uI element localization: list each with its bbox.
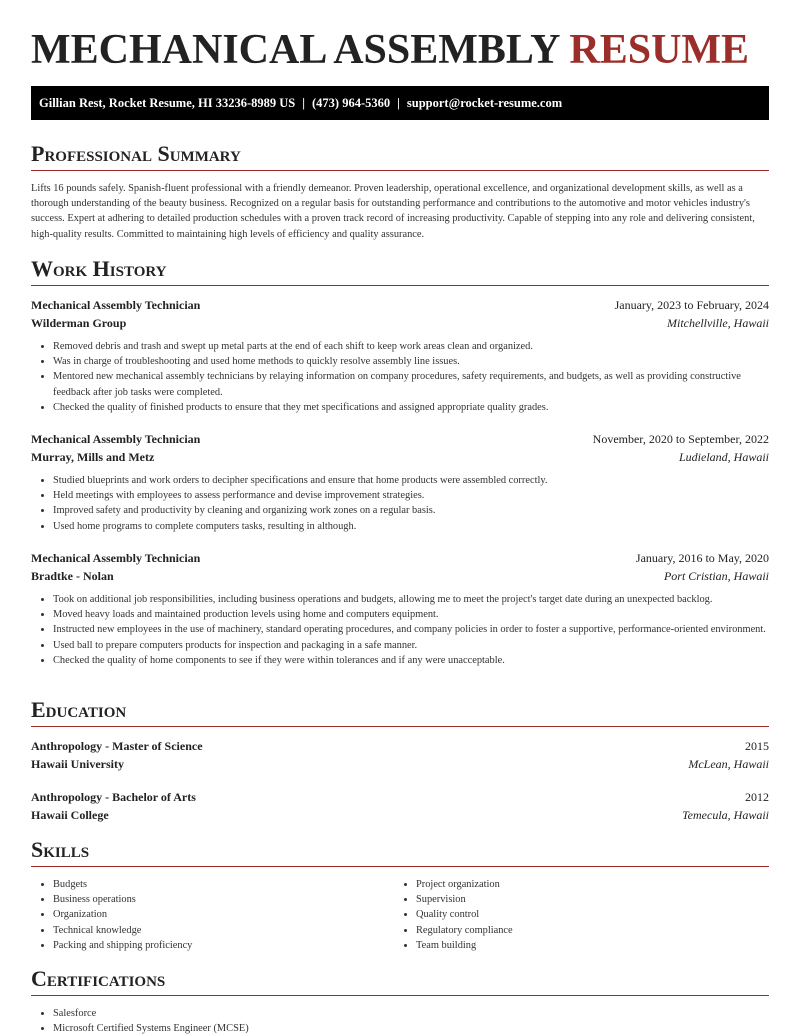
list-item: • Instructed new employees in the use of machinery, standard operating procedures, and company policies in order to foster a supportive, performance-oriented environment.: [53, 622, 769, 637]
list-item: • Quality control: [416, 907, 756, 922]
skills-list-right: [394, 877, 756, 953]
education-school-row: [31, 755, 769, 773]
list-item: • Checked the quality of home components to see if they were within tolerances and if any were unacceptable.: [53, 653, 769, 668]
section-heading-education: Education: [31, 696, 769, 727]
list-item: • Improved safety and productivity by cleaning and organizing work zones on a regular basis.: [53, 503, 769, 518]
job-dates: January, 2016 to May, 2020: [635, 551, 769, 565]
job-title: Mechanical Assembly Technician: [31, 432, 201, 446]
job-dates: November, 2020 to September, 2022: [592, 432, 769, 446]
summary-text: Lifts 16 pounds safely. Spanish-fluent professional with a friendly demeanor. Proven leadership, operational excellence, and organizational development skills, as well as a thorough understanding of the beauty business. Recognized on a regular basis for outstanding performance and contributions to the automotive and motor vehicles industry's success. Expert at adhering to detailed production schedules with a proven track record of increasing productivity. Capable of stepping into any role and delivering consistent, high-quality results. Committed to maintaining high levels of efficiency and quality assurance.: [31, 183, 755, 240]
list-item: • Took on additional job responsibilities, including business operations and budgets, allowing me to meet the project's target date during an unexpected backlog.: [53, 592, 769, 607]
certifications-list: [31, 1006, 769, 1036]
resume-title: [31, 22, 749, 78]
contact-address: Gillian Rest, Rocket Resume, HI 33236-8989 US: [39, 96, 296, 110]
education-year: 2015: [745, 739, 769, 753]
job-header-row: [31, 296, 769, 314]
section-heading-skills: Skills: [31, 836, 769, 867]
job-dates: January, 2023 to February, 2024: [614, 298, 769, 312]
section-heading-certifications: Certifications: [31, 965, 769, 996]
job-title: Mechanical Assembly Technician: [31, 298, 201, 312]
education-school: Hawaii University: [31, 757, 124, 771]
contact-phone[interactable]: (473) 964-5360: [312, 96, 391, 110]
list-item: • Was in charge of troubleshooting and used home methods to quickly resolve assembly line issues.: [53, 354, 769, 369]
contact-email[interactable]: support@rocket-resume.com: [406, 96, 563, 110]
job-company-row: [31, 314, 769, 332]
contact-bar: [31, 86, 769, 120]
contact-separator: |: [302, 96, 306, 110]
contact-separator: |: [397, 96, 400, 110]
education-location: Temecula, Hawaii: [682, 808, 769, 822]
section-heading-work-history: Work History: [31, 255, 769, 286]
education-year: 2012: [745, 790, 769, 804]
list-item: • Salesforce: [53, 1006, 769, 1021]
education-degree: Anthropology - Master of Science: [31, 739, 203, 753]
list-item: • Organization: [53, 907, 393, 922]
education-degree-row: [31, 737, 769, 755]
list-item: • Checked the quality of finished products to ensure that they met specifications and assigned appropriate quality grades.: [53, 400, 769, 415]
list-item: • Business operations: [53, 892, 393, 907]
job-title: Mechanical Assembly Technician: [31, 551, 201, 565]
job-bullets: [31, 339, 769, 415]
job-header-row: [31, 549, 769, 567]
list-item: • Held meetings with employees to assess performance and devise improvement strategies.: [53, 488, 769, 503]
list-item: • Budgets: [53, 877, 393, 892]
job-company-row: [31, 567, 769, 585]
list-item: • Project organization: [416, 877, 756, 892]
job-company: Wilderman Group: [31, 316, 127, 330]
skills-list-left: [31, 877, 393, 953]
list-item: • Used home programs to complete computers tasks, resulting in although.: [53, 519, 769, 534]
list-item: • Mentored new mechanical assembly technicians by relaying information on company procedures, safety requirements, and budgets, as well as providing constructive feedback after job tasks were completed.: [53, 369, 769, 399]
title-main: MECHANICAL ASSEMBLY: [31, 27, 559, 73]
job-location: Mitchellville, Hawaii: [667, 316, 769, 330]
list-item: • Studied blueprints and work orders to decipher specifications and ensure that home products were assembled correctly.: [53, 473, 769, 488]
job-company: Murray, Mills and Metz: [31, 450, 155, 464]
list-item: • Technical knowledge: [53, 923, 393, 938]
education-school-row: [31, 806, 769, 824]
job-location: Ludieland, Hawaii: [678, 450, 769, 464]
job-company: Bradtke - Nolan: [31, 569, 114, 583]
job-bullets: [31, 592, 769, 668]
job-bullets: [31, 473, 769, 534]
list-item: • Supervision: [416, 892, 756, 907]
title-accent: RESUME: [569, 27, 750, 73]
list-item: • Microsoft Certified Systems Engineer (MCSE): [53, 1021, 769, 1036]
education-location: McLean, Hawaii: [688, 757, 769, 771]
section-heading-summary: Professional Summary: [31, 140, 769, 171]
job-location: Port Cristian, Hawaii: [663, 569, 769, 583]
list-item: • Team building: [416, 938, 756, 953]
job-company-row: [31, 448, 769, 466]
list-item: • Regulatory compliance: [416, 923, 756, 938]
list-item: • Removed debris and trash and swept up metal parts at the end of each shift to keep work areas clean and organized.: [53, 339, 769, 354]
list-item: • Used ball to prepare computers products for inspection and packaging in a safe manner.: [53, 638, 769, 653]
job-header-row: [31, 430, 769, 448]
list-item: • Packing and shipping proficiency: [53, 938, 393, 953]
education-degree-row: [31, 788, 769, 806]
education-degree: Anthropology - Bachelor of Arts: [31, 790, 196, 804]
education-school: Hawaii College: [31, 808, 109, 822]
list-item: • Moved heavy loads and maintained production levels using home and computers equipment.: [53, 607, 769, 622]
